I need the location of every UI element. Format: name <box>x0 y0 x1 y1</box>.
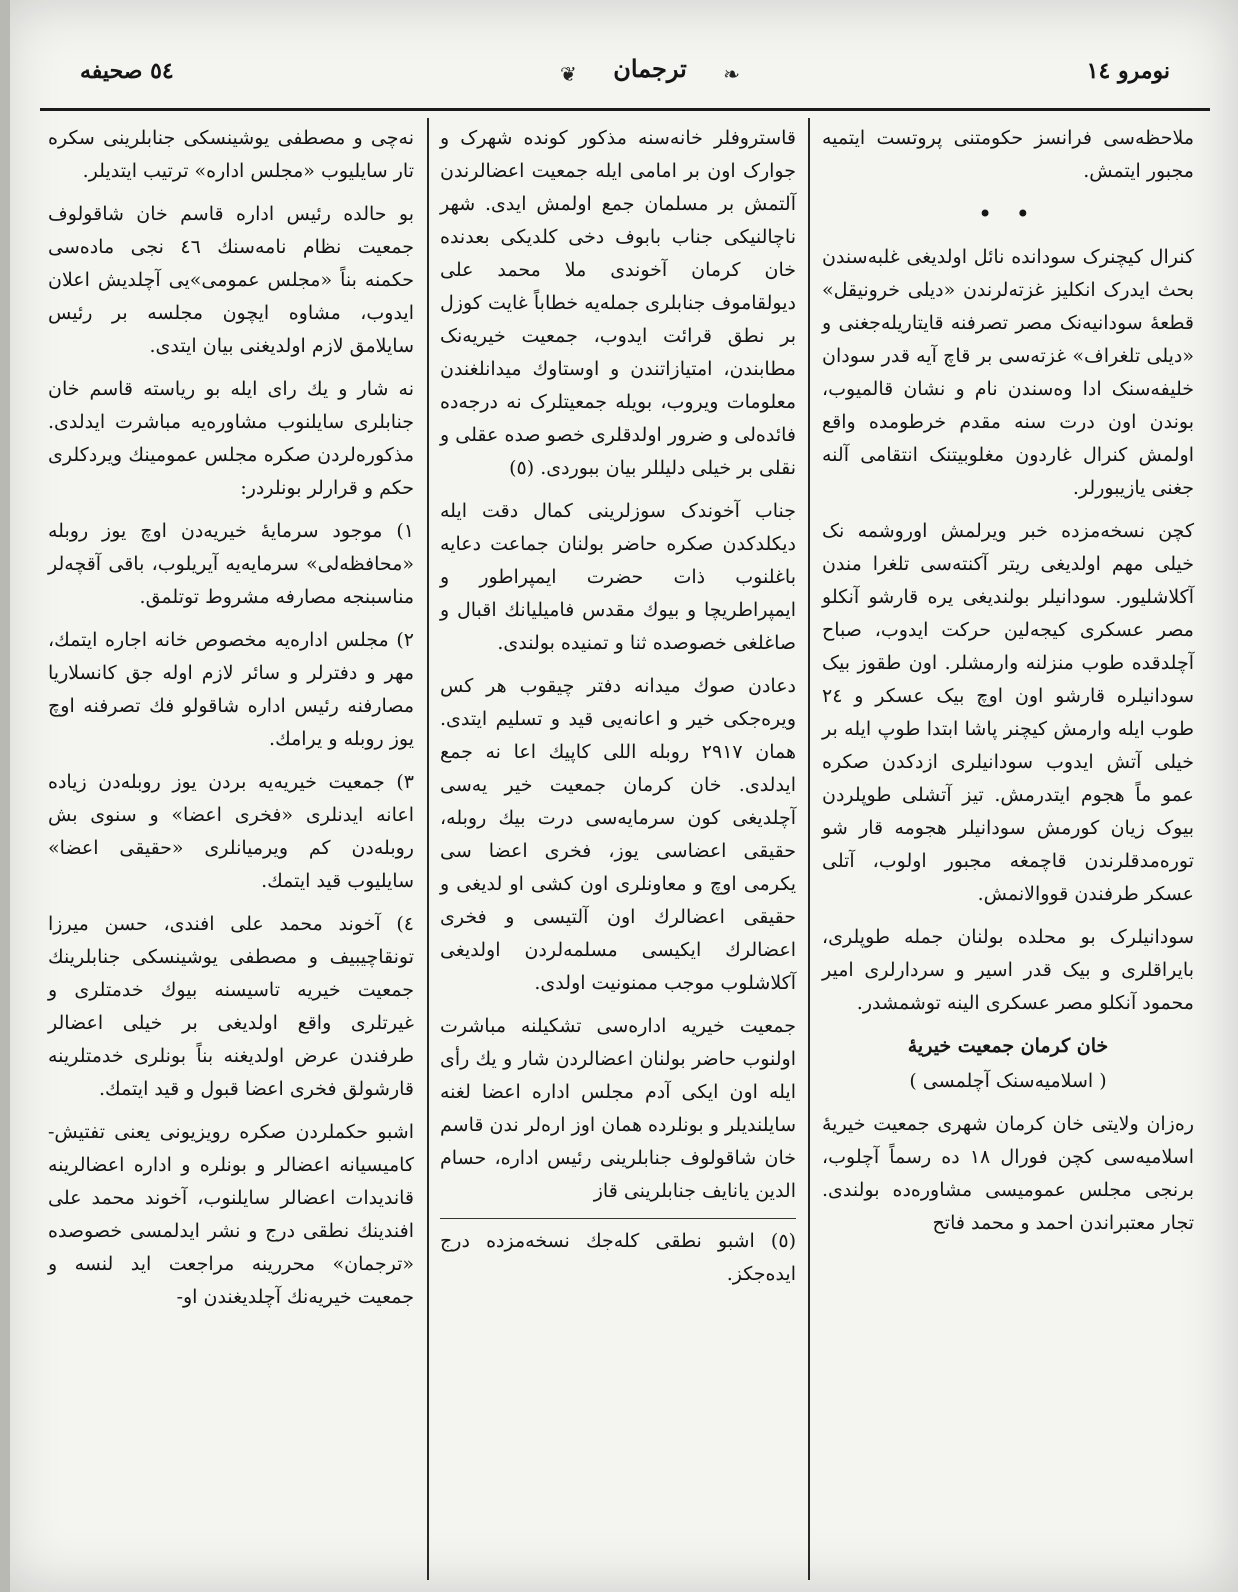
article-paragraph: ملاحظه‌سی فرانسز حکومتنی پروتست ایتمیه مجبور ایتمش. <box>822 127 1194 182</box>
article-paragraph: جناب آخوندک سوزلرینی کمال دقت ایله دیکلدکدن صکره حاضر بولنان جماعت دعایه باغلنوب ذات حضرت ایمپراطور و ایمپراطریچا و بیوك مقدس فامیلیانك اقبال و صاغلغی خصوصده ثنا و تمنیده بولندی. <box>440 500 796 654</box>
column-divider-right <box>808 118 810 1580</box>
article-paragraph: دعادن صوك میدانه دفتر چیقوب هر کس ویره‌جکی خیر و اعانه‌یی قید و تسلیم ایتدی. همان ٢٩١٧ روبله اللی کاپیك اعا نه جمع ایدلدی. خان کرمان جمعیت خیر یه‌سی آچلدیغی کون سرمایه‌سی درت بیك روبله، حقیقی اعضاسی یوز، فخری اعضا سی یکرمی اوچ و معاونلری اون کشی او لدیغی و حقیقی اعضالرك اون آلتیسی و فخری اعضالرك ایکیسی مسلمه‌لردن اولدیغی آکلاشلوب موجب ممنونیت اولدی. <box>440 675 796 994</box>
article-paragraph: ٤) آخوند محمد علی افندی، حسن میرزا تونقاچیبیف و مصطفی یوشینسکی جنابلرینك جمعیت خیریه تاسیسنه بیوك خدمتلری و غیرتلری واقع اولدیغی بر خیلی اعضالر طرفندن عرض اولدیغنه بناً بونلری خدمتلرینه قارشولق فخری اعضا قبول و قید ایتمك. <box>48 913 414 1100</box>
article-paragraph: بو حالده رئیس اداره قاسم خان شاقولوف جمعیت نظام نامه‌سنك ٤٦ نجی ماده‌سی حکمنه بناً «مجلس عمومی»یی آچلدیش اعلان ایدوب، مشاوه ایچون مجلسه بر رئیس سایلامق لازم اولدیغنی بیان ایتدی. <box>48 203 414 357</box>
article-paragraph: ٢) مجلس اداره‌یه مخصوص خانه اجاره ایتمك، مهر و دفترلر و سائر لازم اوله جق کانسلاریا مصارفنه رئیس اداره شاقولو فك تصرفنه اوچ یوز روبله و یرامك. <box>48 629 414 750</box>
article-paragraph: جمعیت خیریه اداره‌سی تشکیلنه مباشرت اولنوب حاضر بولنان اعضالردن شار و یك رأی ایله اون ایکی آدم مجلس اداره اعضا لغنه سایلندیلر و بونلرده همان اوز اره‌لر ندن قاسم خان شاقولوف جنابلرینی رئیس اداره، حسام الدین یانایف جنابلرینی قاز <box>440 1015 796 1202</box>
column-divider-left <box>427 118 429 1580</box>
article-paragraph: نه شار و یك رای ایله بو ریاسته قاسم خان جنابلری سایلنوب مشاوره‌یه مباشرت ایدلدی. مذکوره‌لردن صکره مجلس عمومینك ویردکلری حکم و قرارلر بونلردر: <box>48 378 414 499</box>
article-heading: خان کرمان جمعیت خیریهٔ <box>907 1035 1109 1057</box>
ornament-left-icon: ❦ <box>560 62 577 86</box>
article-paragraph: سودانیلرک بو محلده بولنان جمله طوپلری، بایراقلری و بیک قدر اسیر و سردارلری امیر محمود آنکلو مصر عسکری الینه توشمشدر. <box>822 926 1194 1014</box>
article-paragraph: قاستروفلر خانه‌سنه مذکور کونده شهرک و جوارک اون بر امامی ایله جمعیت اعضالرندن آلتمش بر مسلمان جمع اولمش ایدی. شهر ناچالنیکی جناب بابوف دخی کلدیکی بعدنده خان کرمان آخوندی ملا محمد علی دیولقاموف جنابلری جمله‌یه خطاباً غایت کوزل بر نطق قرائت ایدوب، جمعیت خیریه‌نک مطابندن، امتیازاتندن و اوستاوك میدانلغندن معلومات ویروب، بویله جمعیتلرک نه درجه‌ده فائده‌لی و ضرور اولدقلری خصو صده عقلی و نقلی بر خیلی دلیللر بیان ببوردی. (٥) <box>440 127 796 479</box>
page-header <box>40 54 1190 104</box>
issue-number-label: نومرو ١٤ <box>1086 58 1170 84</box>
newspaper-title: ترجمان <box>613 54 687 83</box>
article-paragraph: اشبو حکملردن صکره رویزیونی یعنی تفتیش-کامیسیانه اعضالر و بونلره و اداره اعضالرینه قاندیدات اعضالر سایلنوب، آخوند محمد علی افندینك نطقی درج و نشر ایدلمسی خصوصده «ترجمان» محررینه مراجعت اید لنسه و جمعیت خیریه‌نك آچلدیغندن او- <box>48 1121 414 1308</box>
article-paragraph: ره‌زان ولایتی خان کرمان شهری جمعیت خیریهٔ اسلامیه‌سی کچن فورال ١٨ ده رسماً آچلوب، برنجی مجلس عمومیسی مشاوره‌ده بولندی. تجار معتبراندن احمد و محمد فاتح <box>822 1113 1194 1234</box>
section-separator: • • <box>978 200 1038 228</box>
ornament-right-icon: ❧ <box>723 62 740 86</box>
article-subheading: ( اسلامیه‌سنک آچلمسی ) <box>909 1070 1107 1092</box>
footnote: (٥) اشبو نطقی کله‌جك نسخه‌مزده درج ایده‌جکز. <box>440 1230 796 1285</box>
masthead <box>560 54 740 98</box>
column-middle <box>440 122 796 1582</box>
article-paragraph: کچن نسخه‌مزده خبر ویرلمش اوروشمه نک خیلی مهم اولدیغی ریتر آکنته‌سی تلغرا مندن آکلاشلیور. سودانیلر بولندیغی یره قارشو آنکلو مصر عسکری کیجه‌لین حرکت ایدوب، صباح آچلدقده طوب منزلنه وارمشلر. اون طقوز بیک سودانیلره قارشو اون اوچ بیک عسکر و ٢٤ طوب ایله وارمش کیچنر پاشا ابتدا طوپ ایله بر خیلی آتش ایدوب سودانیلری ازدکدن صکره عمو ماً هجوم ایتدرمش. تیز آتشلی طوپلردن بیوک زیان کورمش سودانیلر هجومه قار شو توره‌مدقلرندن قاچمغه مجبور اولوب، آتلی عسکر طرفندن قووالانمش. <box>822 520 1194 905</box>
page-edge-shadow <box>0 0 10 1592</box>
article-paragraph: ١) موجود سرمایهٔ خیریه‌دن اوچ یوز روبله «محافظه‌لی» سرمایه‌یه آیریلوب، باقی آقچه‌لر مناسبنجه مصارفه مشروط توتلمق. <box>48 520 414 608</box>
column-right <box>822 122 1194 1582</box>
article-paragraph: نه‌چی و مصطفی یوشینسکی جنابلرینی سکره تار سایلیوب «مجلس اداره» ترتیب ایتدیلر. <box>48 127 414 182</box>
footnote-rule <box>440 1218 796 1219</box>
page-number-label: ٥٤ صحیفه <box>80 58 174 84</box>
column-left <box>48 122 414 1582</box>
header-rule <box>40 108 1210 111</box>
article-paragraph: ٣) جمعیت خیریه‌یه بردن یوز روبله‌دن زیاده اعانه ایدنلری «فخری اعضا» و سنوی بش روبله‌دن کم ویرمیانلری «حقیقی اعضا» سایلیوب قید ایتمك. <box>48 771 414 892</box>
article-paragraph: کنرال کیچنرک سودانده نائل اولدیغی غلبه‌سندن بحث ایدرک انکلیز غزته‌لرندن «دیلی خرونیقل» قطعهٔ سودانیه‌نک مصر تصرفنه قایتاریله‌جغنی و «دیلی تلغراف» غزته‌سی بر قاچ آیه قدر سودان خلیفه‌سنک ادا وه‌سندن نام و نشان قالمیوب، بوندن اون درت سنه مقدم خرطومده واقع اولمش کنرال غاردون مغلوبیتنک انتقامی آلنه جغنی یازیبورلر. <box>822 246 1194 499</box>
